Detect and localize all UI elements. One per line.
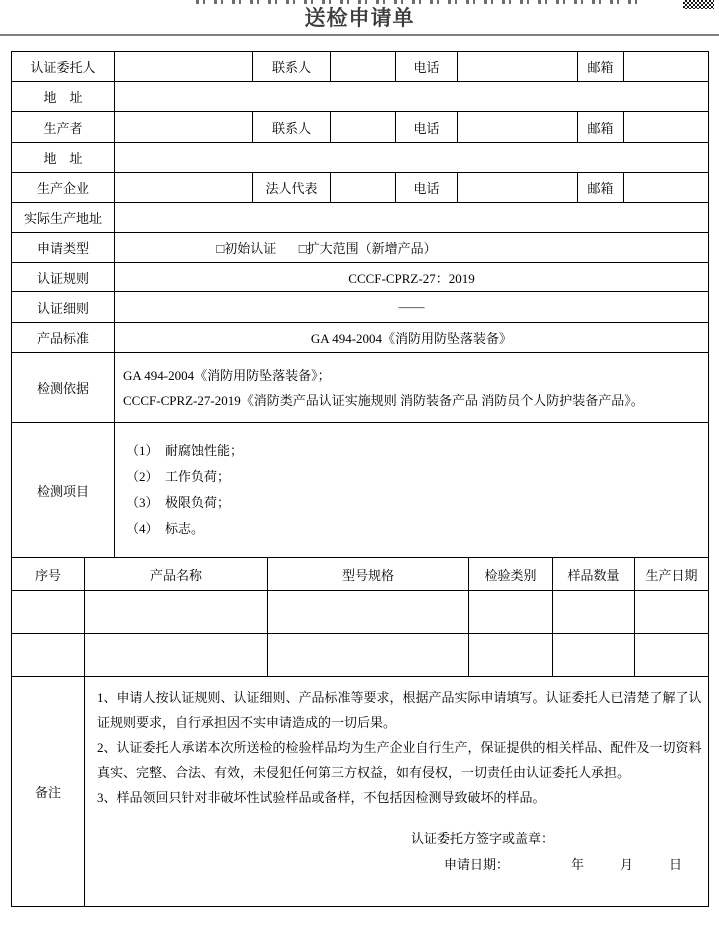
- manufacturer-label: 生产企业: [12, 173, 115, 203]
- cert-rule-row: [12, 263, 709, 292]
- applicant-email-cell[interactable]: [624, 52, 709, 82]
- header-sample-qty: 样品数量: [553, 558, 635, 591]
- producer-label: 生产者: [12, 112, 115, 143]
- clipped-header-text-fragments: [196, 0, 640, 4]
- day-label: 日: [668, 857, 682, 872]
- producer-email-cell[interactable]: [624, 112, 709, 143]
- product-1-inspection-cell[interactable]: [469, 591, 553, 634]
- header-serial-no: 序号: [12, 558, 85, 591]
- manufacturer-value-cell[interactable]: [115, 173, 253, 203]
- product-table: [11, 557, 709, 907]
- product-2-name-cell[interactable]: [85, 634, 268, 677]
- applicant-contact-cell[interactable]: [331, 52, 396, 82]
- product-2-model-cell[interactable]: [268, 634, 469, 677]
- cert-detail-row: [12, 292, 709, 323]
- cert-rule-value: CCCF-CPRZ-27：2019: [115, 263, 709, 292]
- producer-contact-cell[interactable]: [331, 112, 396, 143]
- applicant-contact-label: 联系人: [253, 52, 331, 82]
- applicant-phone-cell[interactable]: [458, 52, 578, 82]
- product-1-model-cell[interactable]: [268, 591, 469, 634]
- producer-email-label: 邮箱: [578, 112, 624, 143]
- header-model-spec: 型号规格: [268, 558, 469, 591]
- manufacturer-phone-cell[interactable]: [458, 173, 578, 203]
- test-basis-label: 检测依据: [12, 353, 115, 423]
- product-2-date-cell[interactable]: [635, 634, 709, 677]
- product-1-date-cell[interactable]: [635, 591, 709, 634]
- title-divider: [0, 34, 719, 36]
- date-label: 申请日期：: [443, 857, 509, 872]
- page-title: 送检申请单: [304, 6, 415, 30]
- product-2-qty-cell[interactable]: [553, 634, 635, 677]
- remark-item-1: 1、申请人按认证规则、认证细则、产品标准等要求，根据产品实际申请填写。认证委托人已清楚了解了认证规则要求，自行承担因不实申请造成的一切后果。: [97, 690, 702, 730]
- test-basis-line-2: CCCF-CPRZ-27-2019《消防类产品认证实施规则 消防装备产品 消防员个人防护装备产品》。: [123, 392, 644, 408]
- producer-value-cell[interactable]: [115, 112, 253, 143]
- applicant-phone-label: 电话: [396, 52, 458, 82]
- manufacturer-email-cell[interactable]: [624, 173, 709, 203]
- producer-row: [12, 112, 709, 143]
- manufacturer-phone-label: 电话: [396, 173, 458, 203]
- qr-code-fragment: [683, 0, 714, 9]
- test-item-1: （1） 耐腐蚀性能；: [126, 443, 244, 458]
- product-row-1: [12, 591, 709, 634]
- applicant-address-label: 地 址: [12, 82, 115, 112]
- signature-block: [97, 826, 702, 878]
- test-item-3: （3） 极限负荷；: [126, 495, 231, 510]
- remark-item-2: 2、认证委托人承诺本次所送检的检验样品均为生产企业自行生产，保证提供的相关样品、配件及一切资料真实、完整、合法、有效，未侵犯任何第三方权益，如有侵权，一切责任由认证委托人承担。: [97, 740, 702, 780]
- product-1-serial-cell[interactable]: [12, 591, 85, 634]
- signature-label: 认证委托方签字或盖章：: [410, 831, 554, 846]
- product-1-name-cell[interactable]: [85, 591, 268, 634]
- test-item-4: （4） 标志。: [126, 521, 205, 536]
- manufacturer-row: [12, 173, 709, 203]
- applicant-row: [12, 52, 709, 82]
- month-label: 月: [619, 857, 633, 872]
- applicant-value-cell[interactable]: [115, 52, 253, 82]
- producer-contact-label: 联系人: [253, 112, 331, 143]
- product-2-inspection-cell[interactable]: [469, 634, 553, 677]
- application-date-line: [97, 852, 702, 878]
- application-type-label: 申请类型: [12, 233, 115, 263]
- product-standard-label: 产品标准: [12, 323, 115, 353]
- product-standard-value: GA 494-2004《消防用防坠落装备》: [115, 323, 709, 353]
- remarks-content: [85, 677, 709, 907]
- checkbox-option-expand-scope[interactable]: □扩大范围（新增产品）: [298, 241, 437, 256]
- applicant-address-row: [12, 82, 709, 112]
- cert-detail-value: ——: [115, 292, 709, 323]
- info-table: [11, 51, 709, 558]
- manufacturer-legal-rep-label: 法人代表: [253, 173, 331, 203]
- product-2-serial-cell[interactable]: [12, 634, 85, 677]
- producer-address-row: [12, 143, 709, 173]
- manufacturer-email-label: 邮箱: [578, 173, 624, 203]
- checkbox-option-initial-cert[interactable]: □初始认证: [216, 241, 277, 256]
- test-item-2: （2） 工作负荷；: [126, 469, 231, 484]
- test-items-label: 检测项目: [12, 423, 115, 558]
- header-product-name: 产品名称: [85, 558, 268, 591]
- remark-item-3: 3、样品领回只针对非破坏性试验样品或备样，不包括因检测导致破坏的样品。: [97, 790, 546, 805]
- remarks-row: [12, 677, 709, 907]
- header-inspection-type: 检验类别: [469, 558, 553, 591]
- product-table-header-row: [12, 558, 709, 591]
- actual-address-row: [12, 203, 709, 233]
- applicant-label: 认证委托人: [12, 52, 115, 82]
- application-type-options: [115, 233, 709, 263]
- test-items-content: [115, 423, 709, 558]
- producer-phone-label: 电话: [396, 112, 458, 143]
- cert-rule-label: 认证规则: [12, 263, 115, 292]
- applicant-email-label: 邮箱: [578, 52, 624, 82]
- test-basis-line-1: GA 494-2004《消防用防坠落装备》；: [123, 367, 331, 383]
- test-basis-content: [115, 353, 709, 423]
- application-type-row: [12, 233, 709, 263]
- header-production-date: 生产日期: [635, 558, 709, 591]
- actual-address-cell[interactable]: [115, 203, 709, 233]
- test-items-row: [12, 423, 709, 558]
- actual-address-label: 实际生产地址: [12, 203, 115, 233]
- remarks-label: 备注: [12, 677, 85, 907]
- year-label: 年: [570, 857, 584, 872]
- product-row-2: [12, 634, 709, 677]
- producer-address-label: 地 址: [12, 143, 115, 173]
- applicant-address-cell[interactable]: [115, 82, 709, 112]
- producer-address-cell[interactable]: [115, 143, 709, 173]
- cert-detail-label: 认证细则: [12, 292, 115, 323]
- manufacturer-legal-rep-cell[interactable]: [331, 173, 396, 203]
- product-standard-row: [12, 323, 709, 353]
- producer-phone-cell[interactable]: [458, 112, 578, 143]
- product-1-qty-cell[interactable]: [553, 591, 635, 634]
- test-basis-row: [12, 353, 709, 423]
